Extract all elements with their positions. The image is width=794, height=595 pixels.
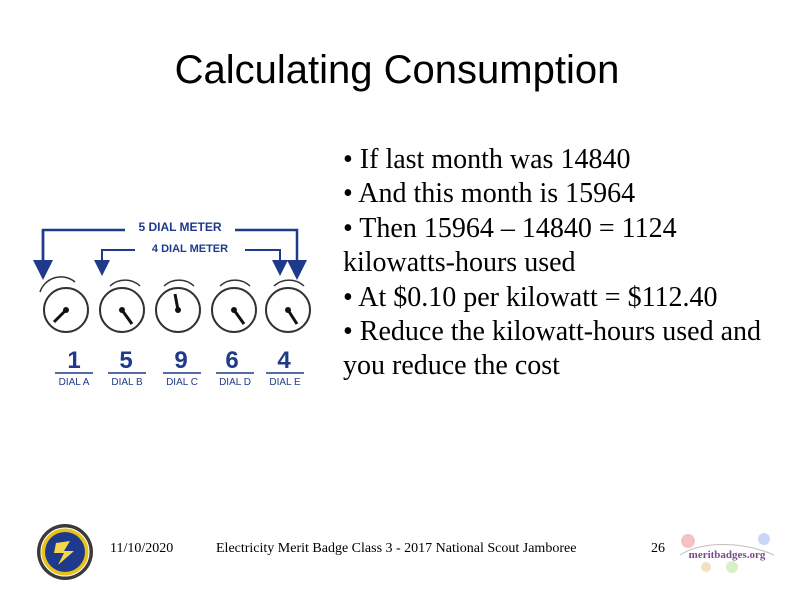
electric-meter-illustration: [30, 210, 301, 390]
bullet-item: • Then 15964 – 14840 = 1124 kilowatts-hours used: [343, 212, 677, 279]
bullet-item: • And this month is 15964: [343, 178, 636, 210]
dial-d-label: DIAL D: [219, 377, 251, 388]
bullet-item: • If last month was 14840: [343, 144, 631, 175]
dial-c-label: DIAL C: [166, 377, 198, 388]
dial-b: [100, 280, 144, 332]
five-dial-meter-label: 5 DIAL METER: [138, 220, 222, 234]
electricity-badge-logo: [36, 523, 94, 581]
bullet-item: • Reduce the kilowatt-hours used and you reduce the cost: [343, 316, 762, 382]
dial-c: [156, 280, 200, 332]
dial-a-label: DIAL A: [58, 377, 90, 388]
dial-a: [40, 277, 88, 332]
meritbadges-logo: [672, 531, 782, 575]
dial-b-label: DIAL B: [111, 377, 143, 388]
footer-date: 11/10/2020: [110, 541, 174, 556]
four-dial-meter-label: 4 DIAL METER: [151, 243, 229, 255]
logo-text: meritbadges.org: [688, 549, 766, 561]
dial-d-digit: 6: [225, 347, 239, 374]
footer-title: Electricity Merit Badge Class 3 - 2017 National Scout Jamboree: [216, 541, 577, 556]
slide-number: 26: [651, 541, 665, 556]
dial-c-digit: 9: [174, 347, 188, 374]
slide-title: Calculating Consumption: [174, 48, 620, 92]
dial-e: [266, 280, 310, 332]
dial-d: [212, 280, 256, 332]
dial-a-digit: 1: [67, 347, 81, 374]
dial-e-digit: 4: [277, 347, 291, 374]
bullet-item: • At $0.10 per kilowatt = $112.40: [343, 281, 718, 313]
dial-e-label: DIAL E: [269, 377, 301, 388]
bullet-list: [343, 143, 763, 384]
dial-b-digit: 5: [119, 347, 133, 374]
